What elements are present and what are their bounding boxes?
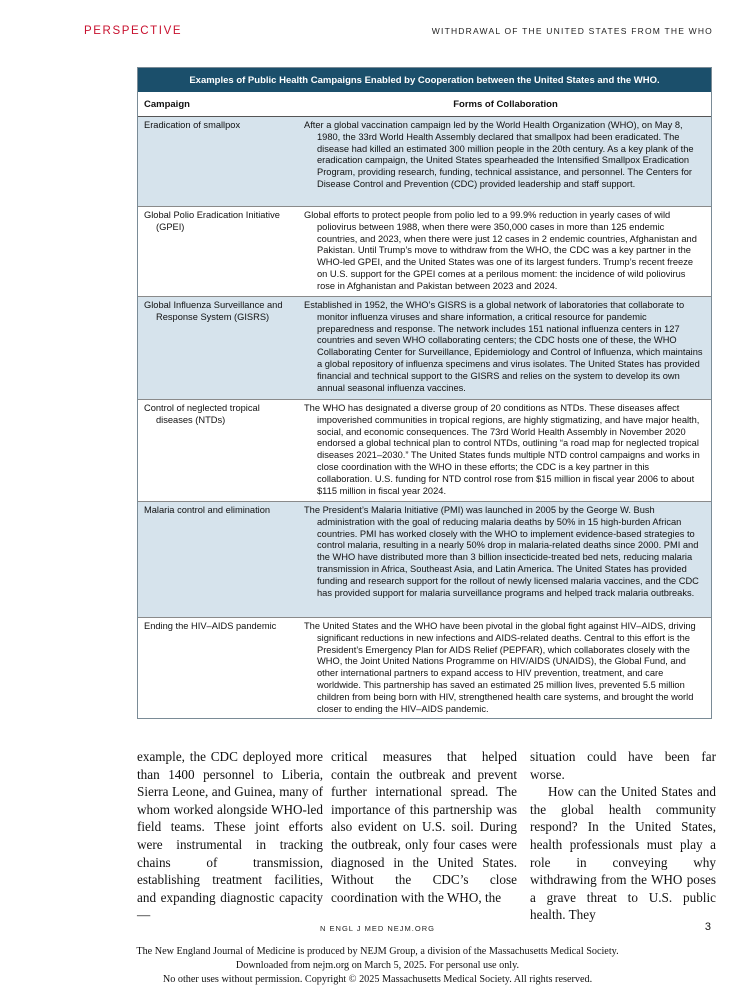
section-label: PERSPECTIVE bbox=[84, 25, 183, 37]
table-row bbox=[138, 117, 711, 207]
table-row bbox=[138, 400, 711, 502]
campaign-cell: Control of neglected tropical diseases (NTDs) bbox=[144, 403, 260, 425]
collaboration-cell: The United States and the WHO have been pivotal in the global fight against HIV–AIDS, driving significant reductions in new infections and AIDS-related deaths. Central to this effort is the President’s Emergency Plan for AIDS Relief (PEPFAR), which collaborates closely with the WHO, the Joint United Nations Programme on HIV/AIDS (UNAIDS), the Global Fund, and other international partners to expand access to HIV prevention, treatment, and care worldwide. This partnership has saved an estimated 25 million lives, prevented 5.5 million children from being born with HIV, strengthened health care systems, and brought the world closer to ending the HIV–AIDS pandemic. bbox=[304, 621, 696, 714]
body-column-2 bbox=[331, 748, 517, 905]
campaign-cell: Global Influenza Surveillance and Response System (GISRS) bbox=[144, 300, 283, 322]
running-title: WITHDRAWAL OF THE UNITED STATES FROM THE WHO bbox=[431, 26, 713, 36]
collaboration-cell: Global efforts to protect people from polio led to a 99.9% reduction in yearly cases of wild poliovirus between 1988, when there were 350,000 cases in more than 125 endemic countries, and 2023, when there were just 12 cases in 2 endemic countries, Afghanistan and Pakistan. Until Trump’s move to withdraw from the WHO, the CDC was a key partner in the WHO-led GPEI, and the United States was one of its largest funders. Trump’s recent freeze on U.S. support for the GPEI comes at a perilous moment: the incidence of wild poliovirus rose in Afghanistan and Pakistan between 2023 and 2024. bbox=[304, 210, 697, 291]
body-paragraph: example, the CDC deployed more than 1400 personnel to Liberia, Sierra Leone, and Guinea, many of whom worked alongside WHO-led field teams. These joint efforts were instrumental in tracking chains of transmission, establishing treatment facilities, and expanding diagnostic capacity — bbox=[137, 749, 323, 923]
collaboration-cell: The WHO has designated a diverse group of 20 conditions as NTDs. These diseases affect impoverished communities in tropical regions, are highly stigmatizing, and have major health, social, and economic consequences. The 73rd World Health Assembly in November 2020 endorsed a global technical plan to control NTDs, outlining “a road map for neglected tropical diseases 2021–2030.” The United States funds multiple NTD control campaigns and works in close coordination with the WHO in these efforts; the CDC is a key partner in this collaboration. U.S. funding for NTD control rose from $15 million in fiscal year 2006 to about $115 million in fiscal year 2024. bbox=[304, 403, 700, 496]
journal-footer: N ENGL J MED NEJM.ORG bbox=[320, 924, 435, 933]
collaboration-cell: Established in 1952, the WHO’s GISRS is a global network of laboratories that collaborate to monitor influenza viruses and share information, a critical resource for pandemic preparedness and response. The network includes 151 national influenza centers in 127 countries and seven WHO collaborating centers; the CDC hosts one of these, the WHO Collaborating Center for Surveillance, Epidemiology and Control of Influenza, which maintains a global repository of influenza specimens and virus isolates. The United States has provided financial and technical support to the GISRS and relies on the system to develop its own annual seasonal influenza vaccines. bbox=[304, 300, 703, 393]
column-header-campaign: Campaign bbox=[144, 98, 190, 110]
campaign-cell: Global Polio Eradication Initiative (GPEI) bbox=[144, 210, 280, 232]
body-paragraph: situation could have been far worse. bbox=[530, 749, 716, 782]
collaboration-cell: The President’s Malaria Initiative (PMI) was launched in 2005 by the George W. Bush administration with the goal of reducing malaria deaths by 50% in 15 high-burden African countries. PMI has worked closely with the WHO to implement evidence-based strategies to control malaria, resulting in a nearly 50% drop in malaria-related deaths since 2000. PMI and the WHO have distributed more than 3 billion insecticide-treated bed nets, reducing malaria transmission in Africa, Southeast Asia, and Latin America. The United States has provided funding and research support for the rollout of newly licensed malaria vaccines, and the CDC has provided support for malaria surveillance programs and helped track malaria outbreaks. bbox=[304, 505, 699, 598]
table-row bbox=[138, 207, 711, 297]
table-row bbox=[138, 297, 711, 400]
campaign-cell: Ending the HIV–AIDS pandemic bbox=[144, 621, 277, 631]
body-paragraph: How can the United States and the global health community respond? In the United States, health professionals must play a role in conveying why withdrawing from the WHO poses a grave threat to U.S. public health. They bbox=[530, 784, 716, 923]
table-header-row bbox=[138, 92, 711, 117]
body-paragraph: critical measures that helped contain the outbreak and prevent further international spread. The importance of this partnership was also evident on U.S. soil. During the outbreak, only four cases were diagnosed in the United States. Without the CDC’s close coordination with the WHO, the bbox=[331, 749, 517, 905]
rights-notice-line: No other uses without permission. Copyright © 2025 Massachusetts Medical Society. All rights reserved. bbox=[162, 974, 593, 985]
copyright-notice-line: The New England Journal of Medicine is produced by NEJM Group, a division of the Massachusetts Medical Society. bbox=[136, 946, 619, 957]
column-header-collaboration: Forms of Collaboration bbox=[453, 98, 558, 110]
collaboration-cell: After a global vaccination campaign led by the World Health Organization (WHO), on May 8, 1980, the 33rd World Health Assembly declared that smallpox had been eradicated. The disease had killed an estimated 300 million people in the 20th century. As a key plank of the eradication campaign, the United States spearheaded the Intensified Smallpox Eradication Program, providing research, funding, technical assistance, and personnel. The Centers for Disease Control and Prevention (CDC) provided leadership and staff support. bbox=[304, 120, 694, 189]
page-number: 3 bbox=[704, 921, 711, 933]
campaign-cell: Malaria control and elimination bbox=[144, 505, 271, 515]
campaign-table bbox=[137, 67, 712, 719]
table-title: Examples of Public Health Campaigns Enabled by Cooperation between the United States and the WHO. bbox=[138, 68, 711, 92]
table-row bbox=[138, 618, 711, 719]
body-column-1 bbox=[137, 748, 323, 923]
campaign-cell: Eradication of smallpox bbox=[144, 120, 241, 130]
download-notice-line: Downloaded from nejm.org on March 5, 2025. For personal use only. bbox=[235, 960, 520, 971]
body-column-3 bbox=[530, 748, 716, 923]
table-row bbox=[138, 502, 711, 618]
